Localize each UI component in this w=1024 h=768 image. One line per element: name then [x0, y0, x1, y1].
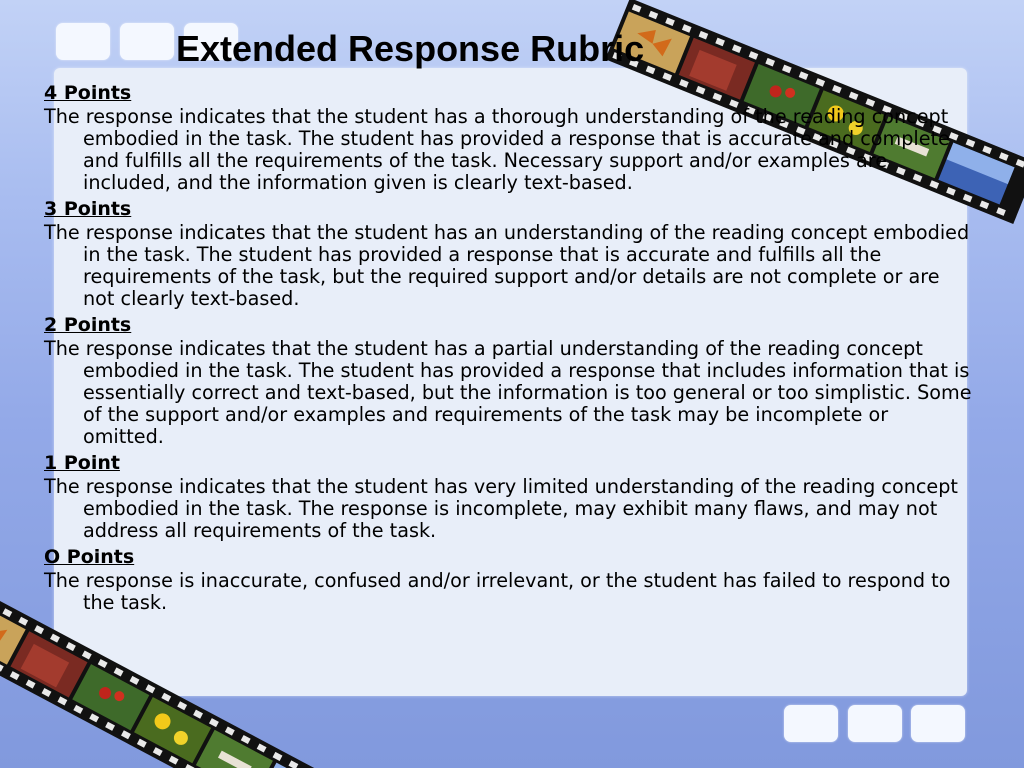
decor-tile-2	[120, 23, 174, 60]
decor-tile-5	[848, 705, 902, 742]
decor-tile-1	[56, 23, 110, 60]
section-heading-3-points: 3 Points	[44, 198, 132, 220]
section-heading-4-points: 4 Points	[44, 82, 132, 104]
section-text-4-points: The response indicates that the student has a thorough understanding of the reading concept embodied in the task. The student has provided a response that is accurate and complete and fulfills all the requirements of the task. Necessary support and/or examples are included, and the information given is clearly text-based.	[44, 105, 950, 194]
slide-title: Extended Response Rubric	[176, 28, 645, 69]
decor-tile-4	[784, 705, 838, 742]
section-heading-2-points: 2 Points	[44, 314, 132, 336]
decor-tile-6	[911, 705, 965, 742]
section-text-1-point: The response indicates that the student has very limited understanding of the reading concept embodied in the task. The response is incomplete, may exhibit many flaws, and may not address all requirements of the task.	[44, 475, 958, 542]
section-heading-0-points: O Points	[44, 546, 135, 568]
section-text-2-points: The response indicates that the student has a partial understanding of the reading concept embodied in the task. The student has provided a response that includes information that is essentially correct and text-based, but the information is too general or too simplistic. Some of the support and/or examples and requirements of the task may be incomplete or omitted.	[44, 337, 972, 448]
rubric-content	[44, 78, 972, 616]
section-heading-1-point: 1 Point	[44, 452, 120, 474]
section-text-3-points: The response indicates that the student has an understanding of the reading concept embodied in the task. The student has provided a response that is accurate and fulfills all the requirements of the task, but the required support and/or details are not complete or are not clearly text-based.	[44, 221, 970, 310]
section-text-0-points: The response is inaccurate, confused and/or irrelevant, or the student has failed to respond to the task.	[44, 569, 951, 614]
